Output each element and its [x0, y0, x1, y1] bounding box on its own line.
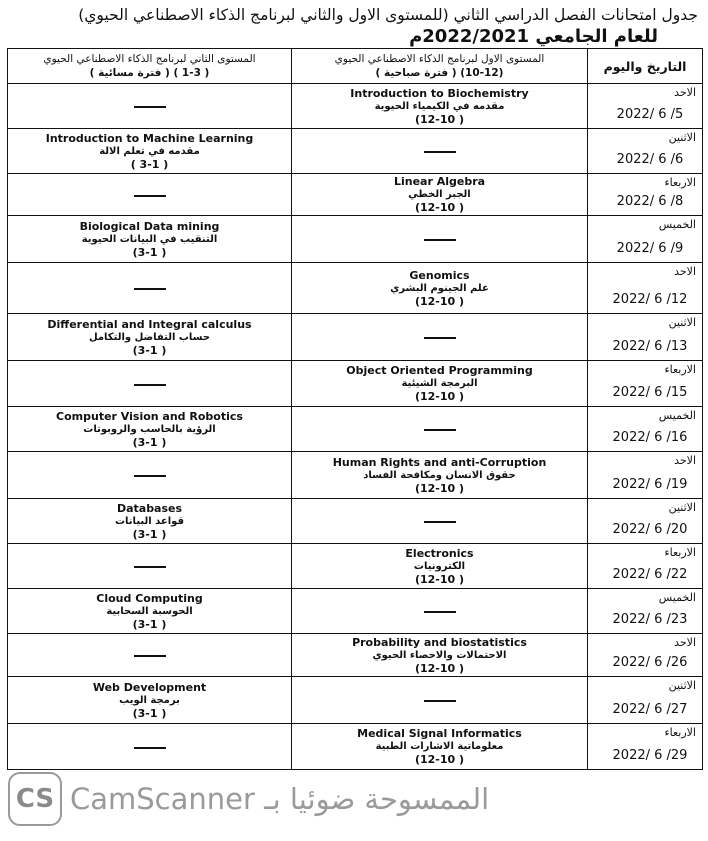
- table-row: [8, 314, 703, 361]
- course-name-ar: الجبر الخطي: [408, 189, 471, 200]
- exam-time: (12-10 ): [414, 481, 465, 495]
- course-name-en: Biological Data mining: [79, 219, 220, 233]
- day-name: الاثنين: [668, 316, 696, 329]
- cell-date: [588, 361, 703, 407]
- table-row: [8, 174, 703, 216]
- course-name-en: Computer Vision and Robotics: [56, 409, 243, 423]
- empty-dash: [134, 747, 166, 749]
- cell-level2: [8, 314, 292, 361]
- camscanner-caption: [70, 782, 489, 816]
- header-level2-period: ( 1-3 ) ( فترة مسائية ): [89, 67, 210, 79]
- day-name: الخميس: [658, 591, 696, 604]
- exam-time: (12-10 ): [414, 753, 465, 766]
- exam-date: 2022/ 6 /5: [616, 107, 684, 122]
- table-row: [8, 589, 703, 634]
- cell-date: [588, 263, 703, 314]
- table-row: [8, 452, 703, 499]
- cell-level1: [292, 407, 588, 452]
- cell-date: [588, 84, 703, 129]
- course-name-en: Medical Signal Informatics: [357, 727, 522, 740]
- exam-time: (12-10 ): [414, 572, 465, 586]
- exam-date: 2022/ 6 /22: [612, 567, 688, 582]
- course-name-en: Linear Algebra: [393, 175, 486, 188]
- cell-level2: [8, 499, 292, 544]
- course-name-en: Electronics: [405, 546, 474, 560]
- day-name: الاحد: [674, 454, 696, 467]
- cell-level2: [8, 407, 292, 452]
- cell-date: [588, 314, 703, 361]
- course-name-ar: معلوماتية الاشارات الطبية: [375, 741, 504, 752]
- course-name-ar: الحوسبة السحابية: [106, 605, 193, 617]
- day-name: الاثنين: [668, 679, 696, 692]
- exam-time: (3-1 ): [132, 706, 167, 720]
- exam-time: (3-1 ): [132, 245, 167, 259]
- header-level2-title: المستوى الثاني لبرنامج الذكاء الاصطناعي الحيوي: [43, 53, 256, 65]
- table-header-row: [8, 49, 703, 84]
- table-row: [8, 407, 703, 452]
- cell-date: [588, 677, 703, 724]
- course-name-en: Cloud Computing: [96, 591, 203, 605]
- course-name-en: Human Rights and anti-Corruption: [332, 455, 547, 469]
- cell-date: [588, 216, 703, 263]
- cell-date: [588, 129, 703, 174]
- course-name-en: Databases: [116, 501, 183, 515]
- cell-level1: [292, 499, 588, 544]
- cell-level2: [8, 129, 292, 174]
- cell-level1: [292, 361, 588, 407]
- cell-level1: [292, 634, 588, 677]
- day-name: الاثنين: [668, 131, 696, 144]
- exam-date: 2022/ 6 /6: [616, 152, 684, 167]
- cell-level1: [292, 216, 588, 263]
- empty-dash: [424, 700, 456, 702]
- course-name-ar: البرمجة الشيئية: [401, 378, 478, 389]
- course-name-ar: مقدمه في الكيمياء الحيوية: [374, 100, 505, 112]
- exam-time: (12-10 ): [414, 390, 465, 403]
- day-name: الخميس: [658, 409, 696, 422]
- exam-date: 2022/ 6 /23: [612, 612, 688, 627]
- exam-date: 2022/ 6 /26: [612, 655, 688, 670]
- empty-dash: [424, 151, 456, 153]
- course-name-ar: مقدمه في تعلم الالة: [99, 145, 200, 157]
- exam-date: 2022/ 6 /27: [612, 702, 688, 717]
- exam-date: 2022/ 6 /13: [612, 339, 688, 354]
- course-name-en: Differential and Integral calculus: [47, 317, 252, 331]
- empty-dash: [424, 337, 456, 339]
- page-title: [10, 4, 698, 48]
- cell-date: [588, 499, 703, 544]
- exam-time: (12-10 ): [414, 294, 465, 308]
- day-name: الاربعاء: [664, 546, 696, 559]
- exam-date: 2022/ 6 /20: [612, 522, 688, 537]
- course-name-ar: حساب التفاضل والتكامل: [88, 331, 211, 343]
- cell-level2: [8, 544, 292, 589]
- course-name-ar: الرؤية بالحاسب والروبوتات: [83, 423, 216, 435]
- exam-date: 2022/ 6 /15: [612, 385, 688, 400]
- table-row: [8, 634, 703, 677]
- table-row: [8, 216, 703, 263]
- day-name: الاحد: [674, 636, 696, 649]
- table-row: [8, 677, 703, 724]
- header-date: التاريخ واليوم: [588, 49, 703, 84]
- course-name-en: Introduction to Machine Learning: [45, 131, 254, 145]
- cell-level2: [8, 174, 292, 216]
- cell-date: [588, 634, 703, 677]
- camscanner-watermark: [8, 770, 548, 828]
- cell-level1: [292, 314, 588, 361]
- cell-level2: [8, 361, 292, 407]
- camscanner-brand: CamScanner: [70, 782, 255, 816]
- cell-level1: [292, 263, 588, 314]
- cell-level1: [292, 452, 588, 499]
- day-name: الاحد: [674, 265, 696, 278]
- course-name-ar: التنقيب في البيانات الحيوية: [81, 233, 218, 245]
- course-name-ar: برمجة الويب: [119, 694, 180, 706]
- cell-level1: [292, 589, 588, 634]
- cell-date: [588, 174, 703, 216]
- table-row: [8, 499, 703, 544]
- title-line-2: للعام الجامعي 2022/2021م: [409, 26, 658, 47]
- day-name: الخميس: [658, 218, 696, 231]
- day-name: الاربعاء: [664, 726, 696, 739]
- course-name-ar: الاحتمالات والاحصاء الحيوي: [372, 649, 507, 661]
- course-name-en: Introduction to Biochemistry: [350, 86, 529, 100]
- exam-time: (3-1 ): [132, 527, 167, 541]
- cell-date: [588, 452, 703, 499]
- table-row: [8, 263, 703, 314]
- exam-date: 2022/ 6 /16: [612, 430, 688, 445]
- empty-dash: [424, 521, 456, 523]
- cell-level1: [292, 84, 588, 129]
- cell-date: [588, 724, 703, 770]
- course-name-en: Object Oriented Programming: [346, 364, 533, 377]
- cell-level2: [8, 216, 292, 263]
- exam-time: (3-1 ): [132, 343, 167, 357]
- exam-time: (12-10 ): [414, 661, 465, 675]
- title-line-1: جدول امتحانات الفصل الدراسي الثاني (للمستوى الاول والثاني لبرنامج الذكاء الاصطناعي الحيوي): [78, 6, 698, 24]
- cell-level1: [292, 544, 588, 589]
- cell-level1: [292, 174, 588, 216]
- cell-level2: [8, 677, 292, 724]
- empty-dash: [134, 106, 166, 108]
- header-level2: [8, 49, 292, 84]
- empty-dash: [424, 239, 456, 241]
- header-level1-period: (10-12) ( فترة صباحية ): [375, 67, 504, 79]
- empty-dash: [134, 195, 166, 197]
- table-row: [8, 129, 703, 174]
- exam-date: 2022/ 6 /9: [616, 241, 684, 256]
- table-row: [8, 724, 703, 770]
- cell-level2: [8, 263, 292, 314]
- exam-date: 2022/ 6 /19: [612, 477, 688, 492]
- header-level1-title: المستوى الاول لبرنامج الذكاء الاصطناعي الحيوي: [334, 53, 545, 65]
- empty-dash: [424, 429, 456, 431]
- exam-schedule-table: [7, 48, 703, 770]
- cell-level2: [8, 724, 292, 770]
- empty-dash: [134, 288, 166, 290]
- empty-dash: [424, 611, 456, 613]
- course-name-en: Genomics: [409, 268, 470, 282]
- exam-time: (12-10 ): [414, 112, 465, 126]
- table-row: [8, 84, 703, 129]
- camscanner-arabic: الممسوحة ضوئيا بـ: [264, 782, 490, 816]
- day-name: الاثنين: [668, 501, 696, 514]
- course-name-ar: حقوق الانسان ومكافحة الفساد: [363, 469, 516, 481]
- exam-time: ( 3-1 ): [130, 157, 169, 171]
- exam-time: (12-10 ): [414, 201, 465, 214]
- exam-date: 2022/ 6 /29: [612, 748, 688, 763]
- exam-date: 2022/ 6 /12: [612, 292, 688, 307]
- table-row: [8, 544, 703, 589]
- empty-dash: [134, 475, 166, 477]
- cell-level1: [292, 677, 588, 724]
- exam-time: (3-1 ): [132, 617, 167, 631]
- cell-level2: [8, 84, 292, 129]
- course-name-en: Web Development: [92, 680, 207, 694]
- header-level1: [292, 49, 588, 84]
- cell-level2: [8, 589, 292, 634]
- table-row: [8, 361, 703, 407]
- cell-level1: [292, 129, 588, 174]
- cell-level1: [292, 724, 588, 770]
- day-name: الاحد: [674, 86, 696, 99]
- day-name: الاربعاء: [664, 363, 696, 376]
- cell-level2: [8, 634, 292, 677]
- exam-date: 2022/ 6 /8: [616, 194, 684, 209]
- empty-dash: [134, 566, 166, 568]
- cell-level2: [8, 452, 292, 499]
- cell-date: [588, 407, 703, 452]
- camscanner-logo-icon: CS: [8, 772, 62, 826]
- course-name-ar: قواعد البيانات: [115, 515, 184, 527]
- cell-date: [588, 589, 703, 634]
- empty-dash: [134, 655, 166, 657]
- course-name-ar: علم الجينوم البشري: [390, 282, 489, 294]
- course-name-en: Probability and biostatistics: [352, 635, 527, 649]
- exam-time: (3-1 ): [132, 435, 167, 449]
- course-name-ar: الكترونيات: [413, 560, 466, 572]
- cell-date: [588, 544, 703, 589]
- day-name: الاربعاء: [664, 176, 696, 189]
- empty-dash: [134, 384, 166, 386]
